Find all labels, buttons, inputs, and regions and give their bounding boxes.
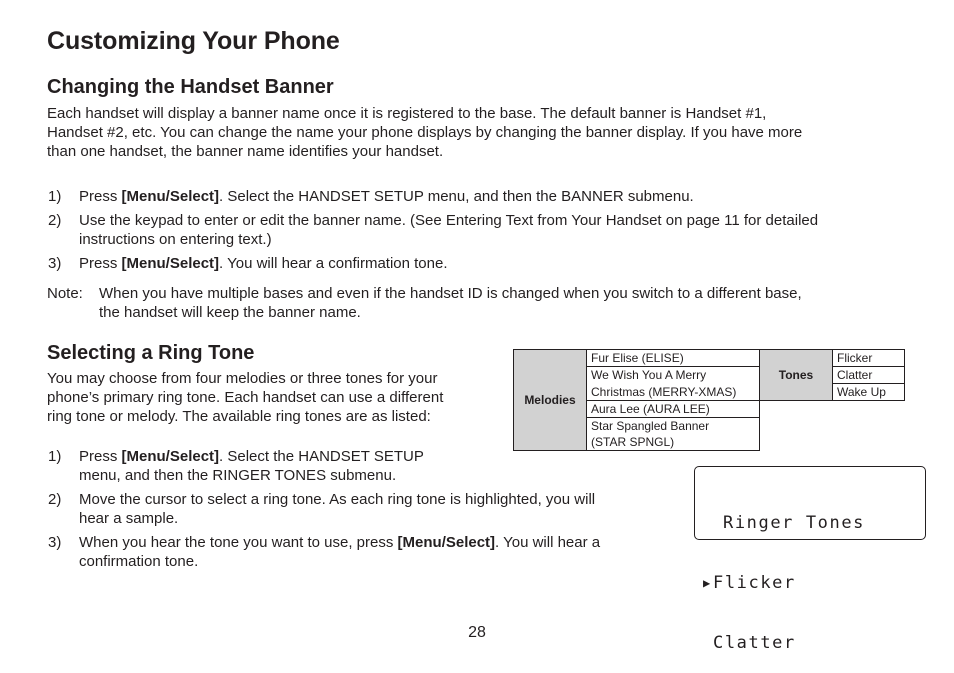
tone-cell: Flicker bbox=[833, 350, 905, 367]
step-number: 1) bbox=[48, 188, 62, 205]
step-text: Press bbox=[79, 188, 122, 205]
tone-cell: Clatter bbox=[833, 367, 905, 384]
melody-cell: Fur Elise (ELISE) bbox=[587, 350, 760, 367]
ring-steps bbox=[48, 447, 678, 571]
step-text: Press bbox=[79, 255, 122, 272]
step-text: . Select the HANDSET SETUP bbox=[219, 448, 424, 465]
cursor-arrow-icon: ▶ bbox=[703, 576, 712, 590]
melody-cell: We Wish You A Merry bbox=[587, 367, 760, 384]
step-text: . You will hear a bbox=[495, 534, 601, 551]
melody-cell: Star Spangled Banner bbox=[587, 418, 760, 435]
lcd-line bbox=[703, 573, 925, 593]
tones-header: Tones bbox=[760, 350, 833, 401]
melodies-header: Melodies bbox=[514, 350, 587, 451]
banner-step-3 bbox=[48, 254, 928, 273]
ring-step-2 bbox=[48, 490, 678, 528]
banner-intro-line: Each handset will display a banner name once it is registered to the base. The default banner is Handset #1, bbox=[47, 105, 767, 122]
ring-intro-line: You may choose from four melodies or three tones for your bbox=[47, 370, 438, 387]
note-text: When you have multiple bases and even if the handset ID is changed when you switch to a different base, bbox=[99, 285, 802, 302]
banner-steps bbox=[48, 187, 928, 273]
step-text: When you hear the tone you want to use, press bbox=[79, 534, 398, 551]
banner-note bbox=[47, 284, 927, 322]
step-text: menu, and then the RINGER TONES submenu. bbox=[79, 467, 397, 484]
ring-intro bbox=[47, 369, 497, 426]
melody-cell: (STAR SPNGL) bbox=[587, 434, 760, 451]
step-text: Press bbox=[79, 448, 122, 465]
banner-step-2 bbox=[48, 211, 928, 249]
lcd-title: Ringer Tones bbox=[723, 513, 866, 533]
step-number: 3) bbox=[48, 255, 62, 272]
lcd-selected-tone: Flicker bbox=[713, 573, 796, 593]
step-number: 3) bbox=[48, 534, 62, 551]
page-number: 28 bbox=[468, 624, 486, 641]
step-number: 1) bbox=[48, 448, 62, 465]
ring-step-1 bbox=[48, 447, 678, 485]
step-text: Move the cursor to select a ring tone. As each ring tone is highlighted, you will bbox=[79, 491, 596, 508]
banner-intro bbox=[47, 104, 927, 161]
lcd-display bbox=[694, 466, 926, 653]
step-number: 2) bbox=[48, 491, 62, 508]
step-text: hear a sample. bbox=[79, 510, 179, 527]
lcd-tone: Clatter bbox=[713, 633, 796, 653]
note-text: the handset will keep the banner name. bbox=[99, 304, 361, 321]
note-label: Note: bbox=[47, 285, 83, 302]
banner-heading: Changing the Handset Banner bbox=[47, 76, 334, 98]
menu-select-key: [Menu/Select] bbox=[121, 448, 220, 465]
banner-intro-line: than one handset, the banner name identifies your handset. bbox=[47, 143, 444, 160]
ring-step-3 bbox=[48, 533, 678, 571]
ring-intro-line: phone’s primary ring tone. Each handset can use a different bbox=[47, 389, 444, 406]
menu-select-key: [Menu/Select] bbox=[121, 188, 220, 205]
menu-select-key: [Menu/Select] bbox=[121, 255, 220, 272]
ring-heading: Selecting a Ring Tone bbox=[47, 342, 255, 364]
step-text: . You will hear a confirmation tone. bbox=[219, 255, 448, 272]
step-text: confirmation tone. bbox=[79, 553, 199, 570]
banner-step-1 bbox=[48, 187, 928, 206]
ring-intro-line: ring tone or melody. The available ring tones are as listed: bbox=[47, 408, 431, 425]
menu-select-key: [Menu/Select] bbox=[397, 534, 496, 551]
step-number: 2) bbox=[48, 212, 62, 229]
step-text: Use the keypad to enter or edit the banner name. (See Entering Text from Your Handset on page 11 for detailed bbox=[79, 212, 819, 229]
page-title: Customizing Your Phone bbox=[47, 27, 340, 55]
melody-cell: Aura Lee (AURA LEE) bbox=[587, 401, 760, 418]
banner-intro-line: Handset #2, etc. You can change the name your phone displays by changing the banner display. If you have more bbox=[47, 124, 803, 141]
tone-cell: Wake Up bbox=[833, 384, 905, 401]
step-text: . Select the HANDSET SETUP menu, and then the BANNER submenu. bbox=[219, 188, 694, 205]
melody-cell: Christmas (MERRY-XMAS) bbox=[587, 384, 760, 401]
ring-tone-table bbox=[513, 349, 905, 451]
lcd-line bbox=[703, 513, 925, 533]
step-text: instructions on entering text.) bbox=[79, 231, 272, 248]
